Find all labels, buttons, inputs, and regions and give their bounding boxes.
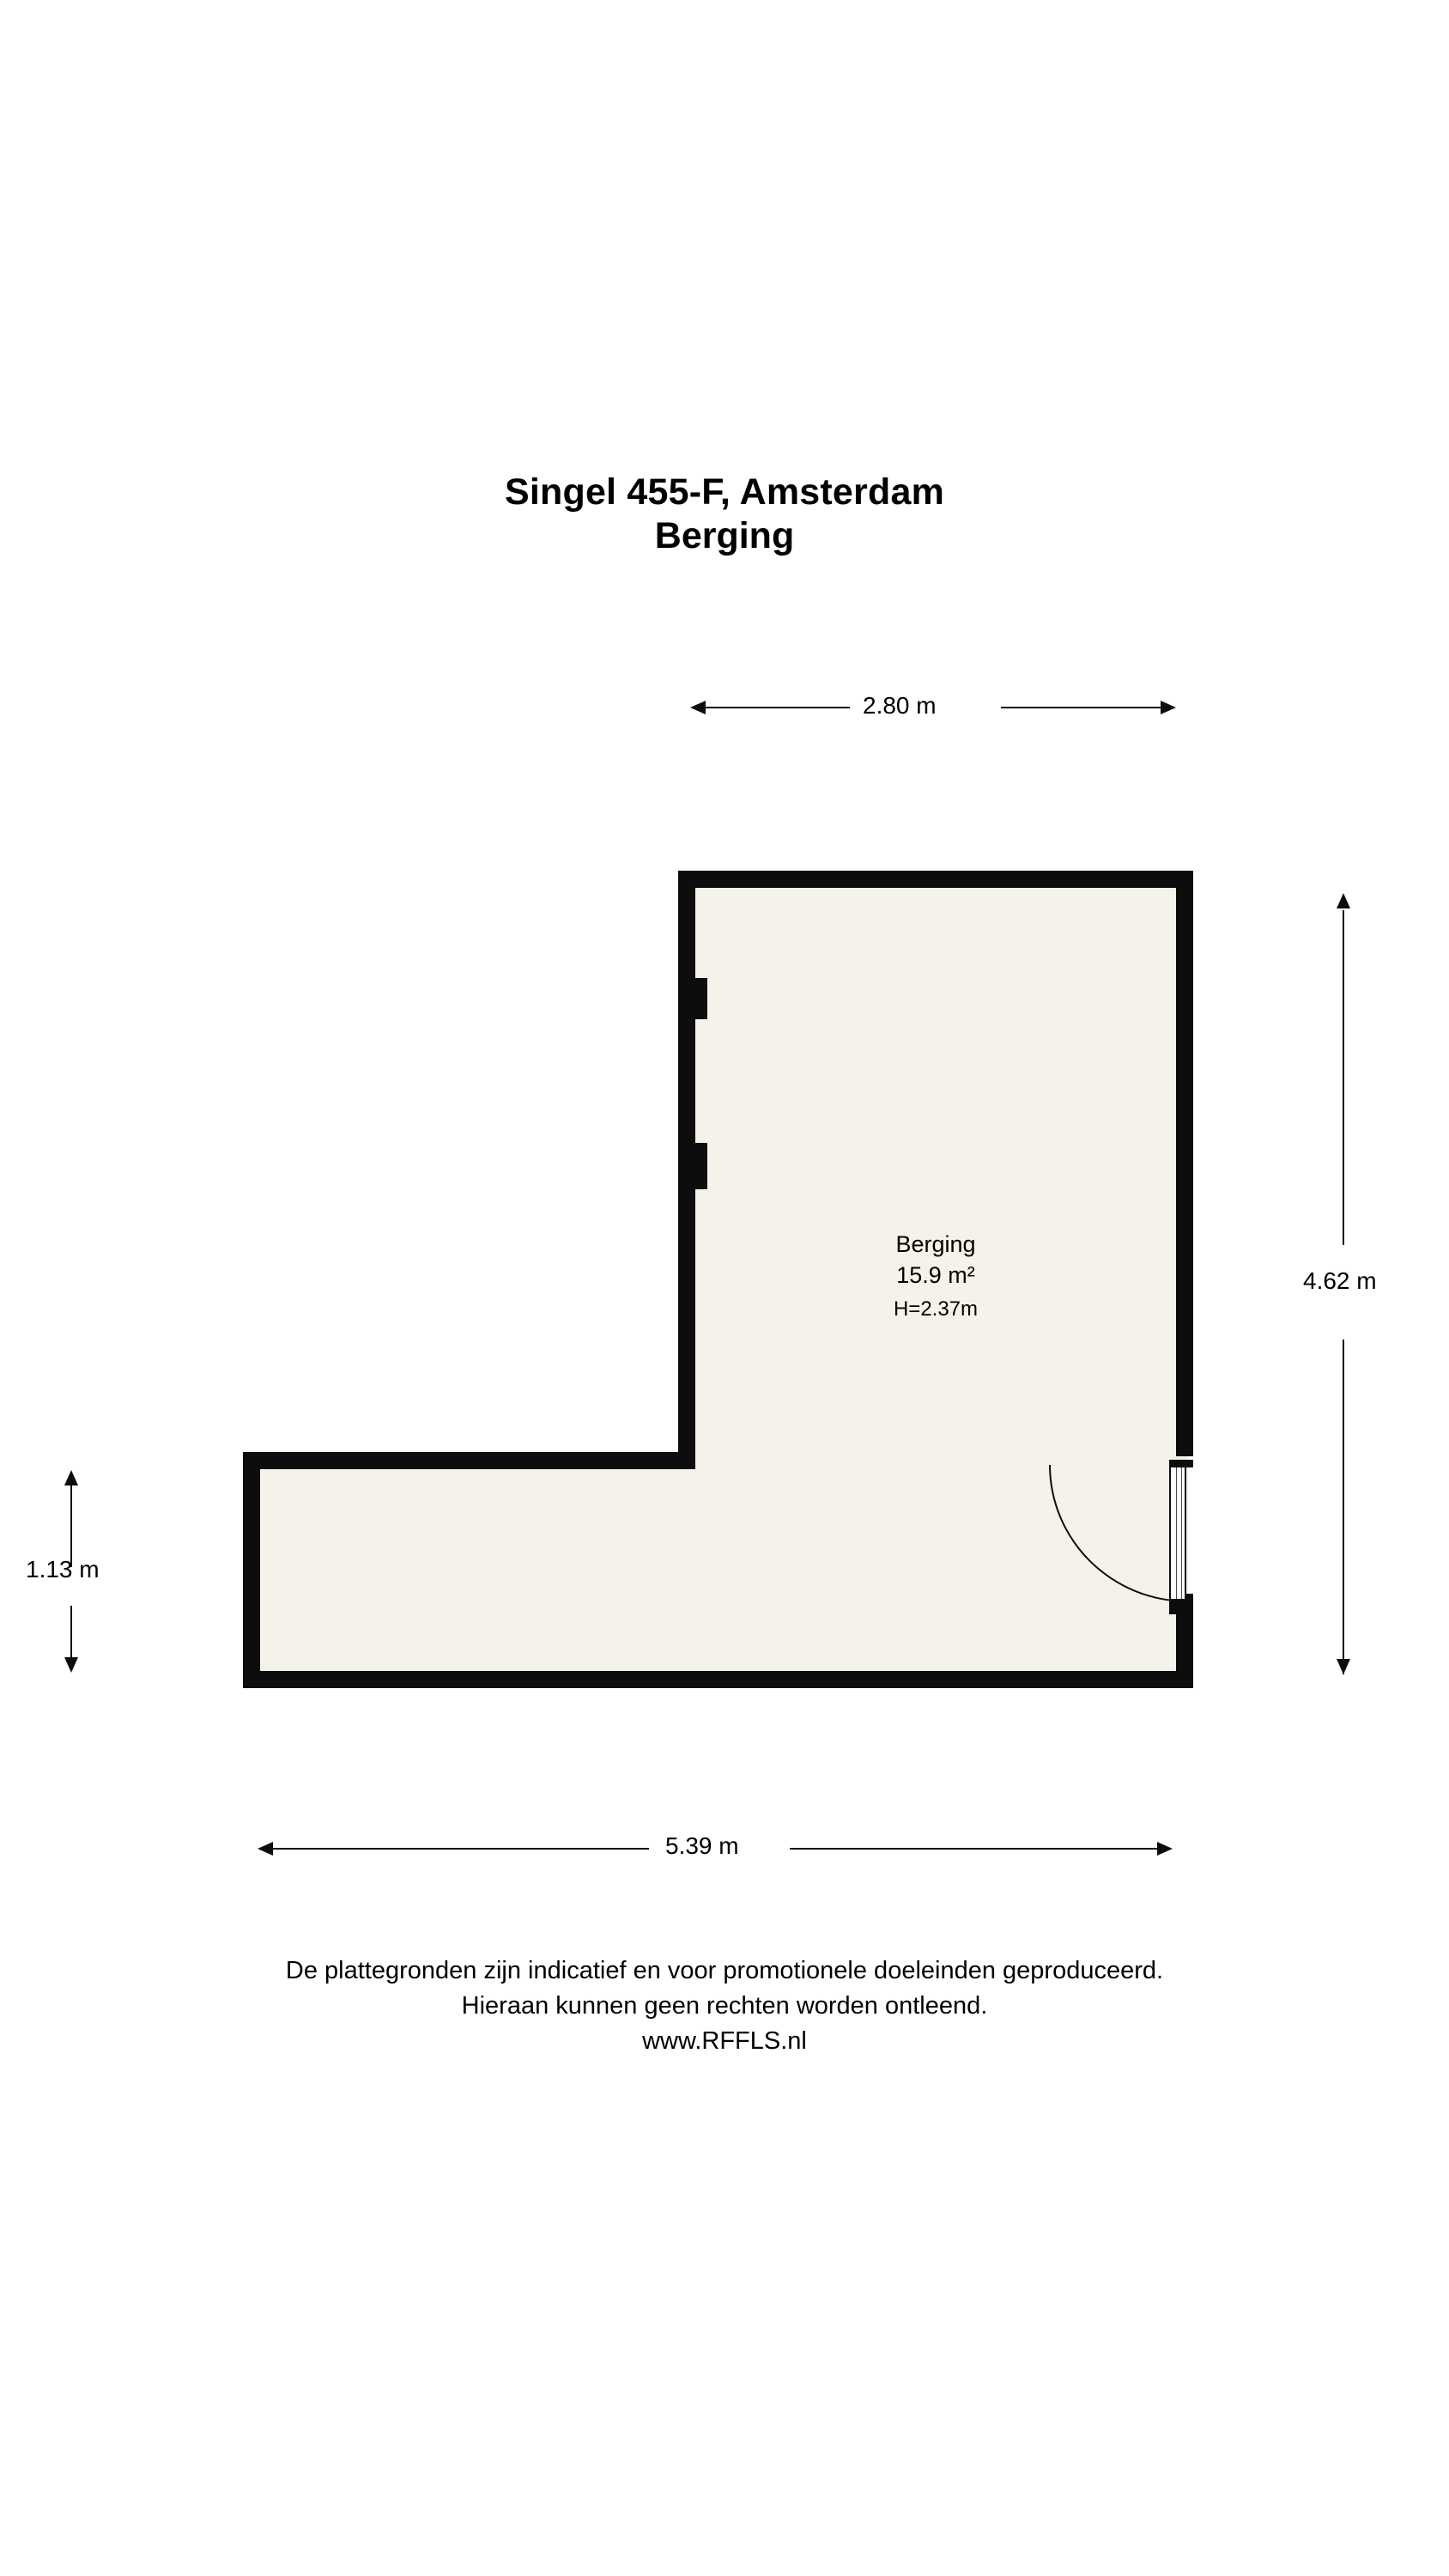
dimension-top-line-left <box>697 707 850 708</box>
door-frame-bottom <box>1169 1599 1193 1614</box>
dimension-right-label: 4.62 m <box>1303 1267 1377 1294</box>
arrow-up-icon <box>64 1470 78 1485</box>
arrow-right-icon <box>1161 701 1176 714</box>
door-frame-top <box>1169 1460 1193 1467</box>
dimension-bottom-line-right <box>790 1848 1161 1850</box>
dimension-left-line-top <box>70 1485 72 1567</box>
arrow-down-icon <box>64 1657 78 1673</box>
wall-main-left <box>678 871 695 1469</box>
dimension-right-line-bottom <box>1343 1340 1344 1674</box>
arrow-left-icon <box>258 1842 273 1856</box>
door-leaf-icon <box>1169 1467 1186 1601</box>
footer-disclaimer <box>0 1953 1449 2060</box>
room-height: H=2.37m <box>893 1297 979 1321</box>
dimension-top-label: 2.80 m <box>863 692 937 719</box>
dimension-bottom-label: 5.39 m <box>665 1832 739 1859</box>
title-address: Singel 455-F, Amsterdam <box>504 471 944 513</box>
footer-website: www.RFFLS.nl <box>642 2027 807 2056</box>
dimension-right-line-top <box>1343 910 1344 1245</box>
arrow-right-icon <box>1157 1842 1173 1856</box>
room-label <box>798 1230 1073 1323</box>
wall-bottom <box>243 1671 1193 1688</box>
wall-wing-left <box>243 1452 260 1688</box>
arrow-left-icon <box>690 701 706 714</box>
window-icon-lower <box>695 1143 707 1189</box>
room-fill-main <box>682 875 1188 1473</box>
dimension-top-line-right <box>1001 707 1173 708</box>
dimension-bottom-line-left <box>273 1848 649 1850</box>
dimension-left-label: 1.13 m <box>26 1556 100 1583</box>
room-area: 15.9 m² <box>896 1261 975 1288</box>
room-name: Berging <box>895 1231 976 1257</box>
title-floor: Berging <box>654 514 795 556</box>
arrow-down-icon <box>1337 1659 1350 1674</box>
wall-top <box>678 871 1193 888</box>
footer-line-2: Hieraan kunnen geen rechten worden ontleend. <box>461 1992 988 2020</box>
footer-line-1: De plattegronden zijn indicatief en voor promotionele doeleinden geproduceerd. <box>285 1957 1164 1984</box>
arrow-up-icon <box>1337 893 1350 908</box>
room-fill-wing <box>243 1460 1188 1683</box>
wall-right-upper <box>1176 871 1193 1456</box>
window-icon-upper <box>695 978 707 1019</box>
wall-step <box>243 1452 695 1469</box>
